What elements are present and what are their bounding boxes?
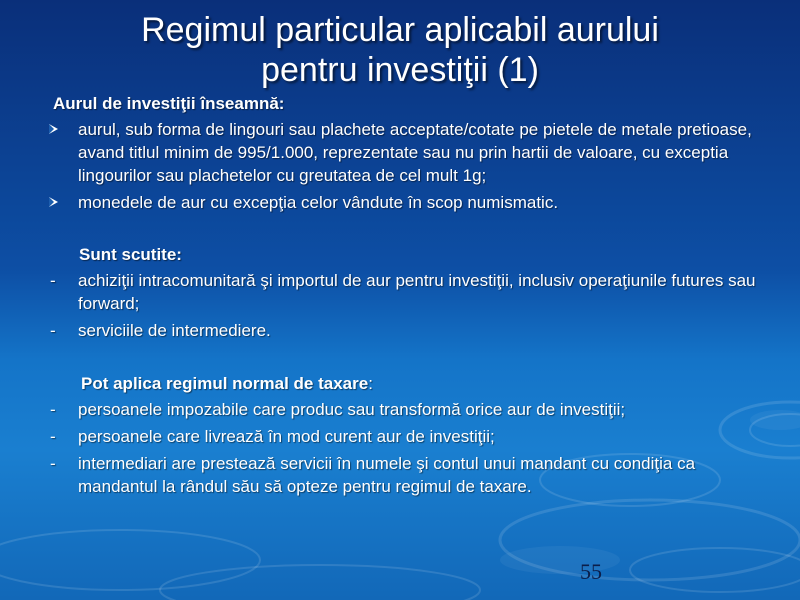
slide-title-line-1: Regimul particular aplicabil aurului [141, 11, 659, 49]
list-item-text: intermediari are prestează servicii în numele şi contul unui mandant cu condiţia ca mandantul la rândul său să opteze pentru regimul de taxare. [78, 454, 696, 496]
section-heading-investment-gold: Aurul de investiţii înseamnă: [53, 94, 285, 113]
slide-title-line-2: pentru investiţii (1) [261, 51, 539, 89]
dash-bullet-icon: - [50, 400, 56, 419]
arrow-bullet-icon [49, 197, 58, 207]
list-item [0, 191, 800, 214]
slide-body [0, 94, 800, 498]
arrow-bullet-icon [49, 124, 58, 134]
list-item-text: monedele de aur cu excepţia celor vândute în scop numismatic. [78, 193, 559, 212]
dash-bullet-icon: - [50, 454, 56, 473]
section-heading-normal-taxation [0, 374, 800, 394]
list-item-text: persoanele care livrează în mod curent aur de investiţii; [78, 427, 495, 446]
dash-bullet-icon: - [50, 427, 56, 446]
list-item [0, 425, 800, 448]
dash-bullet-icon: - [50, 271, 56, 290]
dash-bullet-icon: - [50, 321, 56, 340]
page-number: 55 [580, 559, 602, 584]
slide-title [40, 10, 760, 90]
list-item [0, 269, 800, 315]
list-item-text: achiziţii intracomunitară şi importul de aur pentru investiţii, inclusiv operaţiunile futures sau forward; [78, 271, 756, 313]
section-heading-colon: : [368, 374, 373, 393]
list-item [0, 452, 800, 498]
list-item [0, 319, 800, 342]
list-item-text: serviciile de intermediere. [78, 321, 271, 340]
list-item [0, 118, 800, 187]
section-heading-text: Pot aplica regimul normal de taxare [81, 374, 369, 393]
section-heading-exempt: Sunt scutite: [79, 245, 182, 264]
list-item-text: aurul, sub forma de lingouri sau plachete acceptate/cotate pe pietele de metale pretioase, avand titlul minim de 995/1.000, reprezentate sau nu prin hartii de valoare, cu exceptia lingourilor sau plachetelor cu greutatea de cel mult 1g; [78, 120, 752, 185]
list-item [0, 398, 800, 421]
list-item-text: persoanele impozabile care produc sau transformă orice aur de investiţii; [78, 400, 626, 419]
